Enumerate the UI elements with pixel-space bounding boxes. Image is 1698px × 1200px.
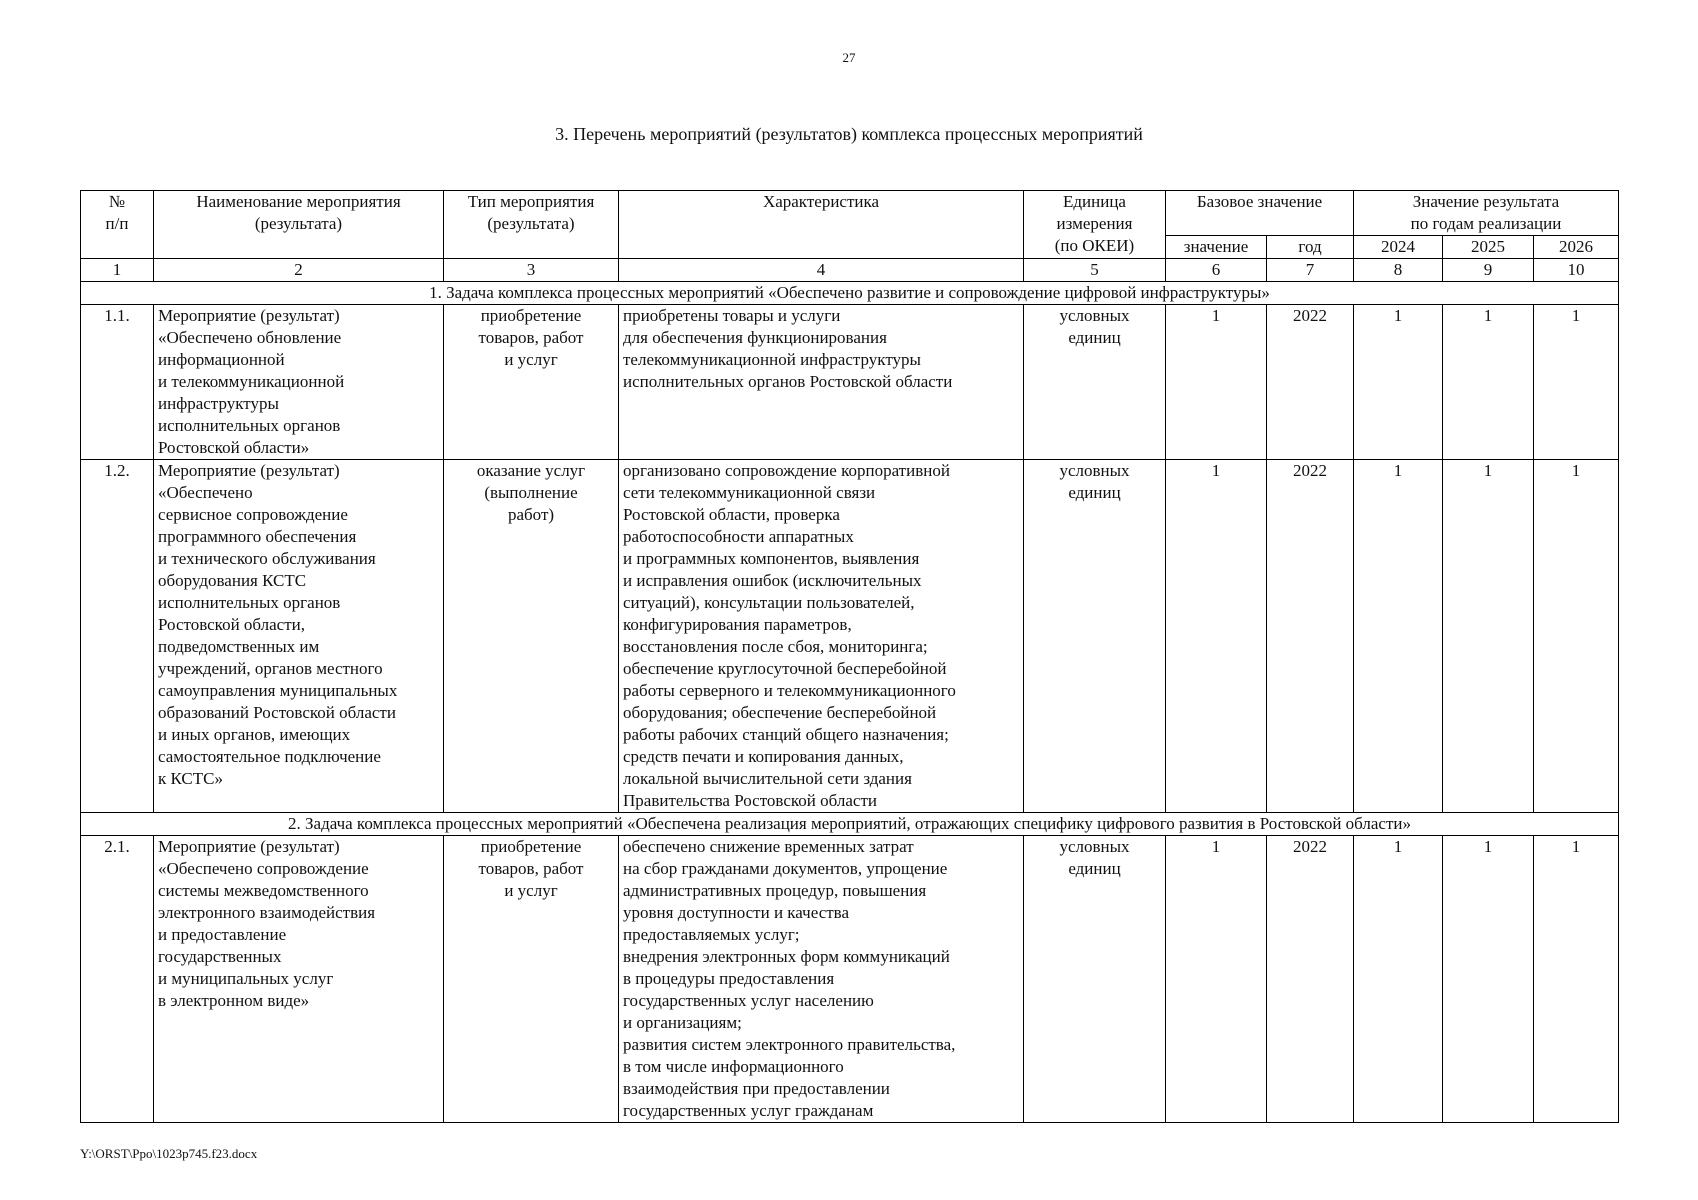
header-year-2026: 2026: [1534, 236, 1619, 259]
activity-characteristic: приобретены товары и услуги для обеспечения функционирования телекоммуникационной инфраструктуры исполнительных органов Ростовской области: [619, 305, 1024, 460]
row-number: 1.1.: [81, 305, 154, 460]
column-number: 7: [1267, 259, 1354, 282]
row-number: 1.2.: [81, 460, 154, 813]
column-number: 8: [1354, 259, 1443, 282]
value-2024: 1: [1354, 836, 1443, 1123]
header-unit: Единица измерения (по ОКЕИ): [1024, 191, 1166, 259]
header-characteristic: Характеристика: [619, 191, 1024, 259]
base-year: 2022: [1267, 460, 1354, 813]
header-name: Наименование мероприятия (результата): [154, 191, 444, 259]
row-number: 2.1.: [81, 836, 154, 1123]
base-year: 2022: [1267, 836, 1354, 1123]
column-number: 3: [444, 259, 619, 282]
value-2025: 1: [1443, 305, 1534, 460]
base-year: 2022: [1267, 305, 1354, 460]
activity-type: приобретение товаров, работ и услуг: [444, 305, 619, 460]
base-value: 1: [1166, 836, 1267, 1123]
value-2024: 1: [1354, 305, 1443, 460]
header-base-value-value: значение: [1166, 236, 1267, 259]
column-number: 6: [1166, 259, 1267, 282]
header-num: № п/п: [81, 191, 154, 259]
value-2025: 1: [1443, 836, 1534, 1123]
activity-characteristic: обеспечено снижение временных затрат на сбор гражданами документов, упрощение административных процедур, повышения уровня доступности и качества предоставляемых услуг; внедрения электронных форм коммуникаций в процедуры предоставления государственных услуг населению и организациям; развития систем электронного правительства, в том числе информационного взаимодействия при предоставлении государственных услуг гражданам: [619, 836, 1024, 1123]
activity-characteristic: организовано сопровождение корпоративной сети телекоммуникационной связи Ростовской области, проверка работоспособности аппаратных и программных компонентов, выявления и исправления ошибок (исключительных ситуаций), консультации пользователей, конфигурирования параметров, восстановления после сбоя, мониторинга; обеспечение круглосуточной бесперебойной работы серверного и телекоммуникационного оборудования; обеспечение бесперебойной работы рабочих станций общего назначения; средств печати и копирования данных, локальной вычислительной сети здания Правительства Ростовской области: [619, 460, 1024, 813]
table-row: [81, 836, 1619, 1123]
table-row: [81, 305, 1619, 460]
header-base-value: Базовое значение: [1166, 191, 1354, 236]
activities-table: [80, 190, 1619, 1123]
activity-name: Мероприятие (результат) «Обеспечено сервисное сопровождение программного обеспечения и технического обслуживания оборудования КСТС исполнительных органов Ростовской области, подведомственных им учреждений, органов местного самоуправления муниципальных образований Ростовской области и иных органов, имеющих самостоятельное подключение к КСТС»: [154, 460, 444, 813]
page-number: 27: [842, 50, 856, 65]
column-number: 2: [154, 259, 444, 282]
column-number: 4: [619, 259, 1024, 282]
activity-name: Мероприятие (результат) «Обеспечено сопровождение системы межведомственного электронного взаимодействия и предоставление государственных и муниципальных услуг в электронном виде»: [154, 836, 444, 1123]
header-type: Тип мероприятия (результата): [444, 191, 619, 259]
value-2025: 1: [1443, 460, 1534, 813]
document-title: 3. Перечень мероприятий (результатов) комплекса процессных мероприятий: [555, 124, 1143, 144]
column-number: 9: [1443, 259, 1534, 282]
unit: условных единиц: [1024, 836, 1166, 1123]
column-number: 10: [1534, 259, 1619, 282]
unit: условных единиц: [1024, 305, 1166, 460]
task-2-heading: 2. Задача комплекса процессных мероприятий «Обеспечена реализация мероприятий, отражающих специфику цифрового развития в Ростовской области»: [81, 813, 1619, 836]
file-path-footer: Y:\ORST\Ppo\1023p745.f23.docx: [80, 1146, 258, 1161]
column-number: 1: [81, 259, 154, 282]
unit: условных единиц: [1024, 460, 1166, 813]
value-2026: 1: [1534, 305, 1619, 460]
task-1-heading: 1. Задача комплекса процессных мероприятий «Обеспечено развитие и сопровождение цифровой инфраструктуры»: [81, 282, 1619, 305]
value-2026: 1: [1534, 460, 1619, 813]
activity-type: оказание услуг (выполнение работ): [444, 460, 619, 813]
table-row: [81, 460, 1619, 813]
column-number: 5: [1024, 259, 1166, 282]
header-year-2024: 2024: [1354, 236, 1443, 259]
value-2024: 1: [1354, 460, 1443, 813]
base-value: 1: [1166, 460, 1267, 813]
header-result-values: Значение результата по годам реализации: [1354, 191, 1619, 236]
value-2026: 1: [1534, 836, 1619, 1123]
base-value: 1: [1166, 305, 1267, 460]
activity-type: приобретение товаров, работ и услуг: [444, 836, 619, 1123]
activity-name: Мероприятие (результат) «Обеспечено обновление информационной и телекоммуникационной инфраструктуры исполнительных органов Ростовской области»: [154, 305, 444, 460]
header-year-2025: 2025: [1443, 236, 1534, 259]
header-base-value-year: год: [1267, 236, 1354, 259]
